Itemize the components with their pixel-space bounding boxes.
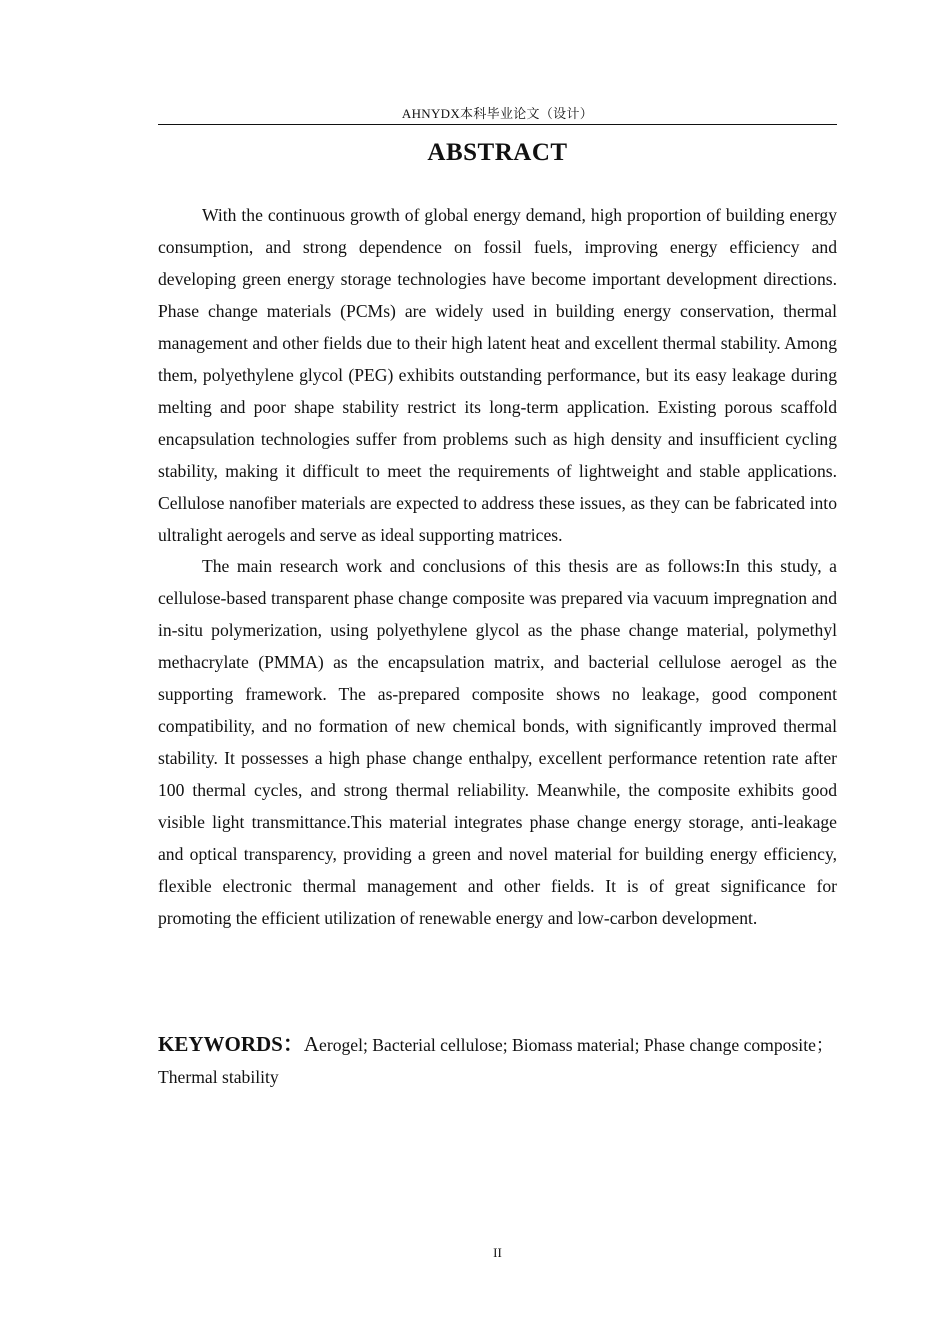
abstract-title: ABSTRACT [427, 139, 568, 166]
keywords-list: erogel; Bacterial cellulose; Biomass material; Phase change composite；Thermal stability [158, 1035, 834, 1087]
abstract-paragraph-2: The main research work and conclusions of this thesis are as follows:In this study, a cellulose-based transparent phase change composite was prepared via vacuum impregnation and in-situ polymerization, using polyethylene glycol as the phase change material, polymethyl methacrylate (PMMA) as the encapsulation matrix, and bacterial cellulose aerogel as the supporting framework. The as-prepared composite shows no leakage, good component compatibility, and no formation of new chemical bonds, with significantly improved thermal stability. It possesses a high phase change enthalpy, excellent performance retention rate after 100 thermal cycles, and strong thermal reliability. Meanwhile, the composite exhibits good visible light transmittance.This material integrates phase change energy storage, anti-leakage and optical transparency, providing a green and novel material for building energy efficiency, flexible electronic thermal management and other fields. It is of great significance for promoting the efficient utilization of renewable energy and low-carbon development. [158, 556, 837, 928]
page-number: II [493, 1245, 502, 1260]
running-header: AHNYDX本科毕业论文（设计） [401, 106, 594, 121]
header-rule [158, 124, 837, 125]
keywords-line [158, 1028, 837, 1093]
abstract-paragraph-1: With the continuous growth of global energy demand, high proportion of building energy consumption, and strong dependence on fossil fuels, improving energy efficiency and developing green energy storage technologies have become important development directions. Phase change materials (PCMs) are widely used in building energy conservation, thermal management and other fields due to their high latent heat and excellent thermal stability. Among them, polyethylene glycol (PEG) exhibits outstanding performance, but its easy leakage during melting and poor shape stability restrict its long-term application. Existing porous scaffold encapsulation technologies suffer from problems such as high density and insufficient cycling stability, making it difficult to meet the requirements of lightweight and stable applications. Cellulose nanofiber materials are expected to address these issues, as they can be fabricated into ultralight aerogels and serve as ideal supporting matrices. [158, 205, 837, 545]
keywords-first-letter: A [303, 1032, 320, 1056]
abstract-body [158, 200, 837, 935]
keywords-label: KEYWORDS： [158, 1032, 304, 1056]
